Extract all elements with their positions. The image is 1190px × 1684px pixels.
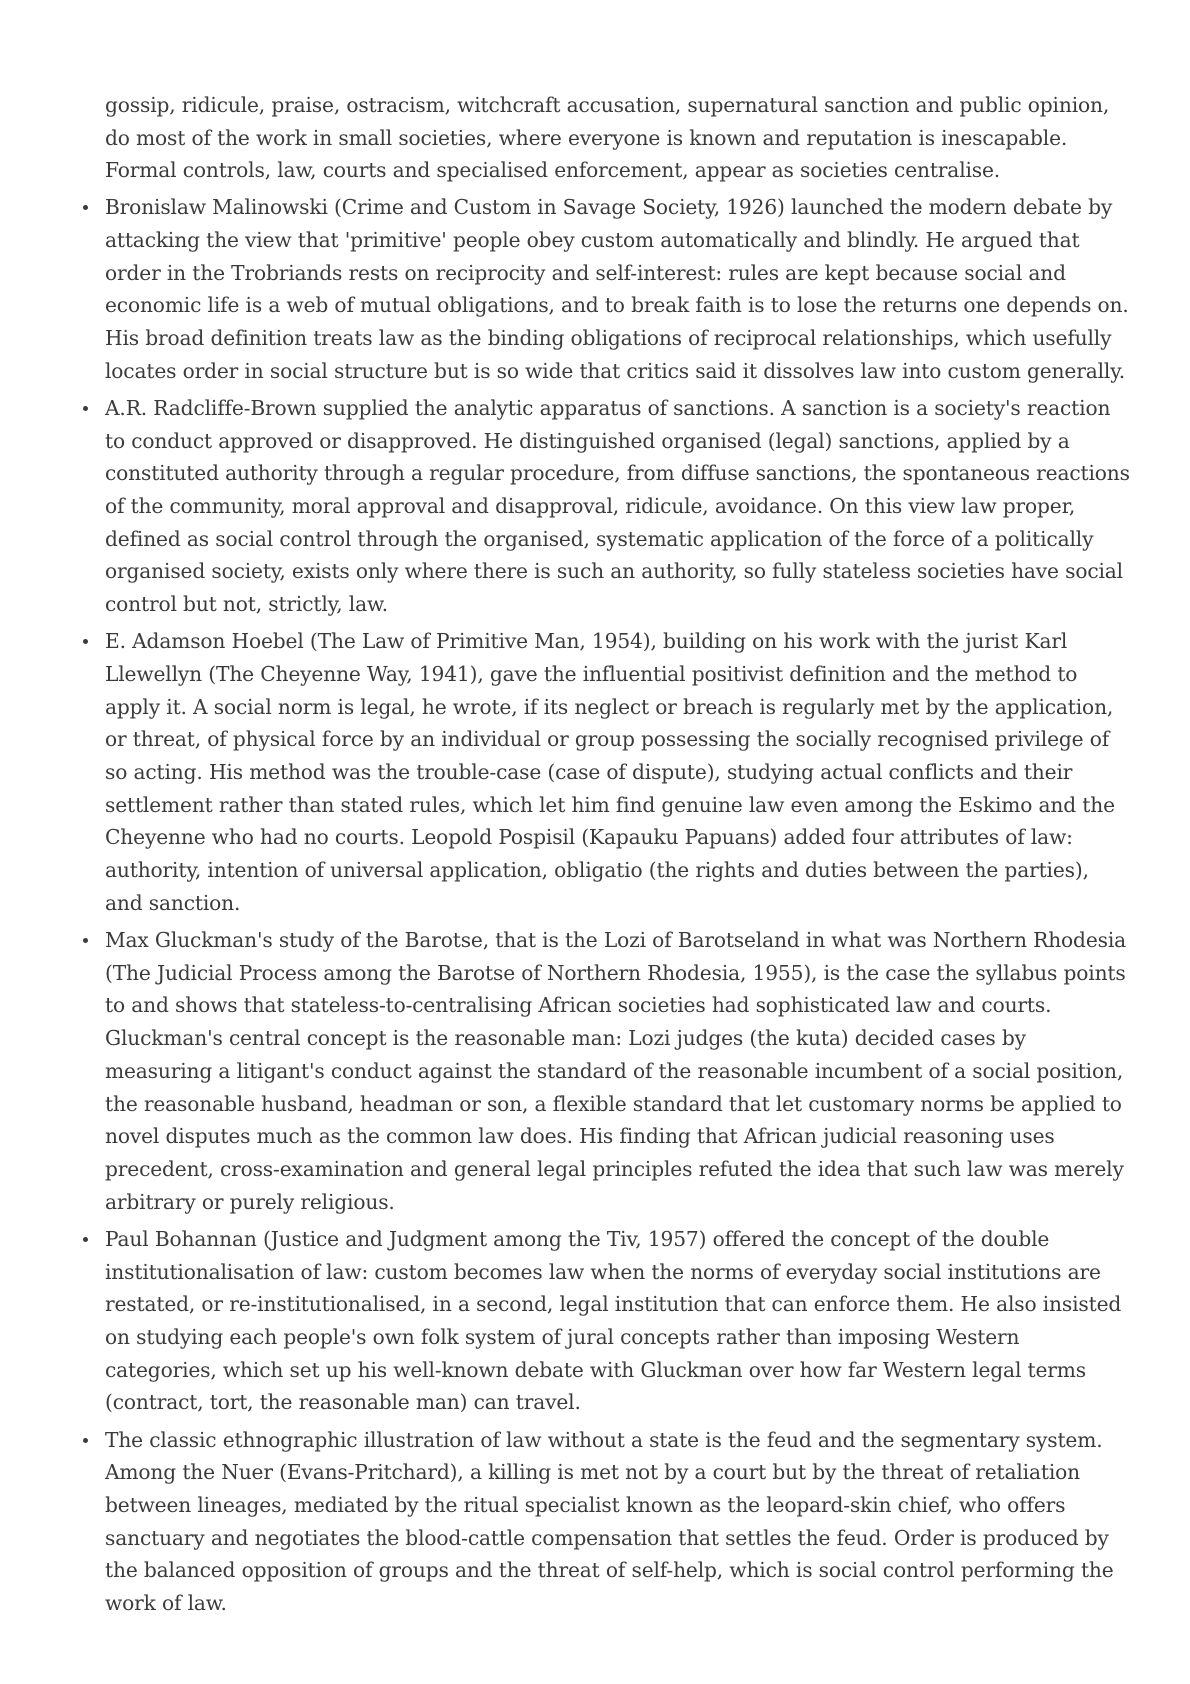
list-item	[105, 1223, 1130, 1419]
list-item	[105, 1424, 1130, 1620]
list-item-text: The classic ethnographic illustration of law without a state is the feud and the segmentary system. Among the Nuer (Evans-Pritchard), a killing is met not by a court but by the threat of retaliation between lineages, mediated by the ritual specialist known as the leopard-skin chief, who offers sanctuary and negotiates the blood-cattle compensation that settles the feud. Order is produced by the balanced opposition of groups and the threat of self-help, which is social control performing the work of law.	[105, 1427, 1114, 1616]
bullet-dot-icon	[83, 639, 88, 644]
bullet-dot-icon	[83, 205, 88, 210]
list-item	[105, 924, 1130, 1218]
list-item-text: Max Gluckman's study of the Barotse, that is the Lozi of Barotseland in what was Northern Rhodesia (The Judicial Process among the Barotse of Northern Rhodesia, 1955), is the case the syllabus points to and shows that stateless-to-centralising African societies had sophisticated law and courts. Gluckman's central concept is the reasonable man: Lozi judges (the kuta) decided cases by measuring a litigant's conduct against the standard of the reasonable incumbent of a social position, the reasonable husband, headman or son, a flexible standard that let customary norms be applied to novel disputes much as the common law does. His finding that African judicial reasoning uses precedent, cross-examination and general legal principles refuted the idea that such law was merely arbitrary or purely religious.	[105, 928, 1127, 1214]
list-item-text: Paul Bohannan (Justice and Judgment among the Tiv, 1957) offered the concept of the double institutionalisation of law: custom becomes law when the norms of everyday social institutions are restated, or re-institutionalised, in a second, legal institution that can enforce them. He also insisted on studying each people's own folk system of jural concepts rather than imposing Western categories, which set up his well-known debate with Gluckman over how far Western legal terms (contract, tort, the reasonable man) can travel.	[105, 1226, 1122, 1415]
bullet-list	[105, 191, 1130, 1620]
list-item	[105, 191, 1130, 387]
list-item-text: E. Adamson Hoebel (The Law of Primitive Man, 1954), building on his work with the jurist Karl Llewellyn (The Cheyenne Way, 1941), gave the influential positivist definition and the method to apply it. A social norm is legal, he wrote, if its neglect or breach is regularly met by the application, or threat, of physical force by an individual or group possessing the socially recognised privilege of so acting. His method was the trouble-case (case of dispute), studying actual conflicts and their settlement rather than stated rules, which let him find genuine law even among the Eskimo and the Cheyenne who had no courts. Leopold Pospisil (Kapauku Papuans) added four attributes of law: authority, intention of universal application, obligatio (the rights and duties between the parties), and sanction.	[105, 629, 1115, 915]
bullet-dot-icon	[83, 1237, 88, 1242]
document-body	[105, 89, 1130, 1624]
list-item-text: A.R. Radcliffe-Brown supplied the analytic apparatus of sanctions. A sanction is a society's reaction to conduct approved or disapproved. He distinguished organised (legal) sanctions, applied by a constituted authority through a regular procedure, from diffuse sanctions, the spontaneous reactions of the community, moral approval and disapproval, ridicule, avoidance. On this view law proper, defined as social control through the organised, systematic application of the force of a politically organised society, exists only where there is such an authority, so fully stateless societies have social control but not, strictly, law.	[105, 395, 1130, 617]
list-item-text: Bronislaw Malinowski (Crime and Custom in Savage Society, 1926) launched the modern debate by attacking the view that 'primitive' people obey custom automatically and blindly. He argued that order in the Trobriands rests on reciprocity and self-interest: rules are kept because social and economic life is a web of mutual obligations, and to break faith is to lose the returns one depends on. His broad definition treats law as the binding obligations of reciprocal relationships, which usefully locates order in social structure but is so wide that critics said it dissolves law into custom generally.	[105, 195, 1129, 383]
list-item	[105, 625, 1130, 919]
bullet-dot-icon	[83, 406, 88, 411]
bullet-dot-icon	[83, 1438, 88, 1443]
bullet-dot-icon	[83, 938, 88, 943]
lead-paragraph: gossip, ridicule, praise, ostracism, witchcraft accusation, supernatural sanction and public opinion, do most of the work in small societies, where everyone is known and reputation is inescapable. Formal controls, law, courts and specialised enforcement, appear as societies centralise.	[105, 93, 1110, 183]
list-item	[105, 392, 1130, 621]
